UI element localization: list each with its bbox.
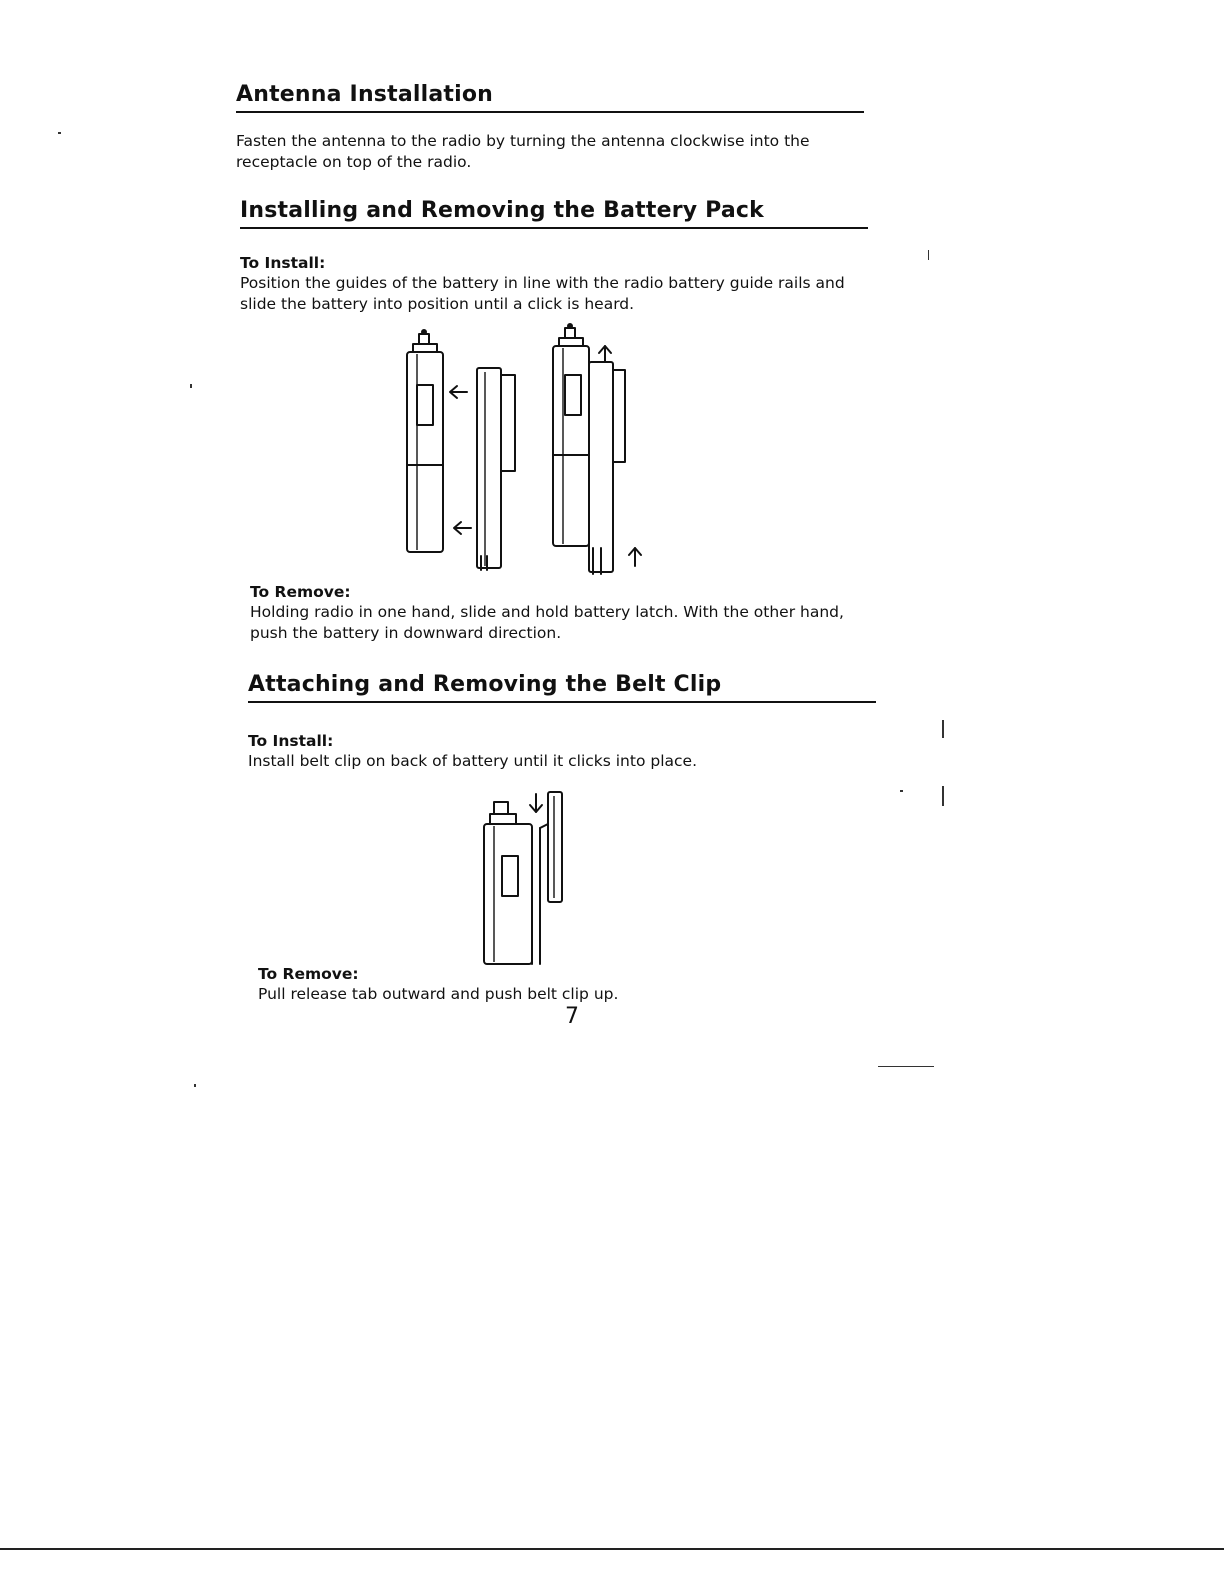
scan-speck (190, 384, 192, 388)
antenna-body: Fasten the antenna to the radio by turning the antenna clockwise into the receptacle on top of the radio. (236, 132, 810, 171)
battery-remove-text: Holding radio in one hand, slide and hold battery latch. With the other hand, push the battery in downward direction. (250, 603, 844, 642)
battery-install-text: Position the guides of the battery in line with the radio battery guide rails and slide the battery into position until a click is heard. (240, 274, 845, 313)
scan-speck (878, 1066, 934, 1067)
battery-section (240, 198, 868, 315)
antenna-section (236, 82, 864, 173)
radio-body-illustration (407, 329, 443, 552)
belt-clip-remove-label: To Remove: (258, 965, 359, 983)
belt-clip-remove-text: Pull release tab outward and push belt clip up. (258, 985, 619, 1003)
belt-clip-section (248, 672, 876, 772)
battery-install-label: To Install: (240, 254, 326, 272)
belt-clip-remove-block (258, 964, 858, 1005)
battery-install-illustration (395, 320, 655, 582)
scan-bottom-edge (0, 1548, 1224, 1550)
page-number: 7 (565, 1004, 579, 1029)
scan-speck (942, 720, 944, 738)
battery-remove-block (250, 582, 880, 644)
battery-pack-illustration (477, 368, 515, 570)
arrow-up-icon (629, 548, 641, 566)
scan-speck (900, 790, 903, 792)
antenna-heading: Antenna Installation (236, 82, 864, 113)
arrow-down-icon (530, 794, 542, 812)
arrow-up-icon (599, 346, 611, 362)
arrow-left-icon (450, 386, 467, 398)
battery-remove-label: To Remove: (250, 583, 351, 601)
assembled-radio-illustration (553, 323, 625, 574)
belt-clip-heading: Attaching and Removing the Belt Clip (248, 672, 876, 703)
scan-speck (942, 786, 944, 806)
belt-clip-illustration (478, 784, 588, 968)
scan-speck (194, 1084, 196, 1087)
battery-heading: Installing and Removing the Battery Pack (240, 198, 868, 229)
radio-with-clip-illustration (484, 792, 562, 964)
belt-clip-install-text: Install belt clip on back of battery until it clicks into place. (248, 752, 697, 770)
arrow-left-icon (454, 522, 471, 534)
scan-speck (928, 250, 929, 260)
belt-clip-install-label: To Install: (248, 732, 334, 750)
scan-speck (58, 132, 61, 134)
